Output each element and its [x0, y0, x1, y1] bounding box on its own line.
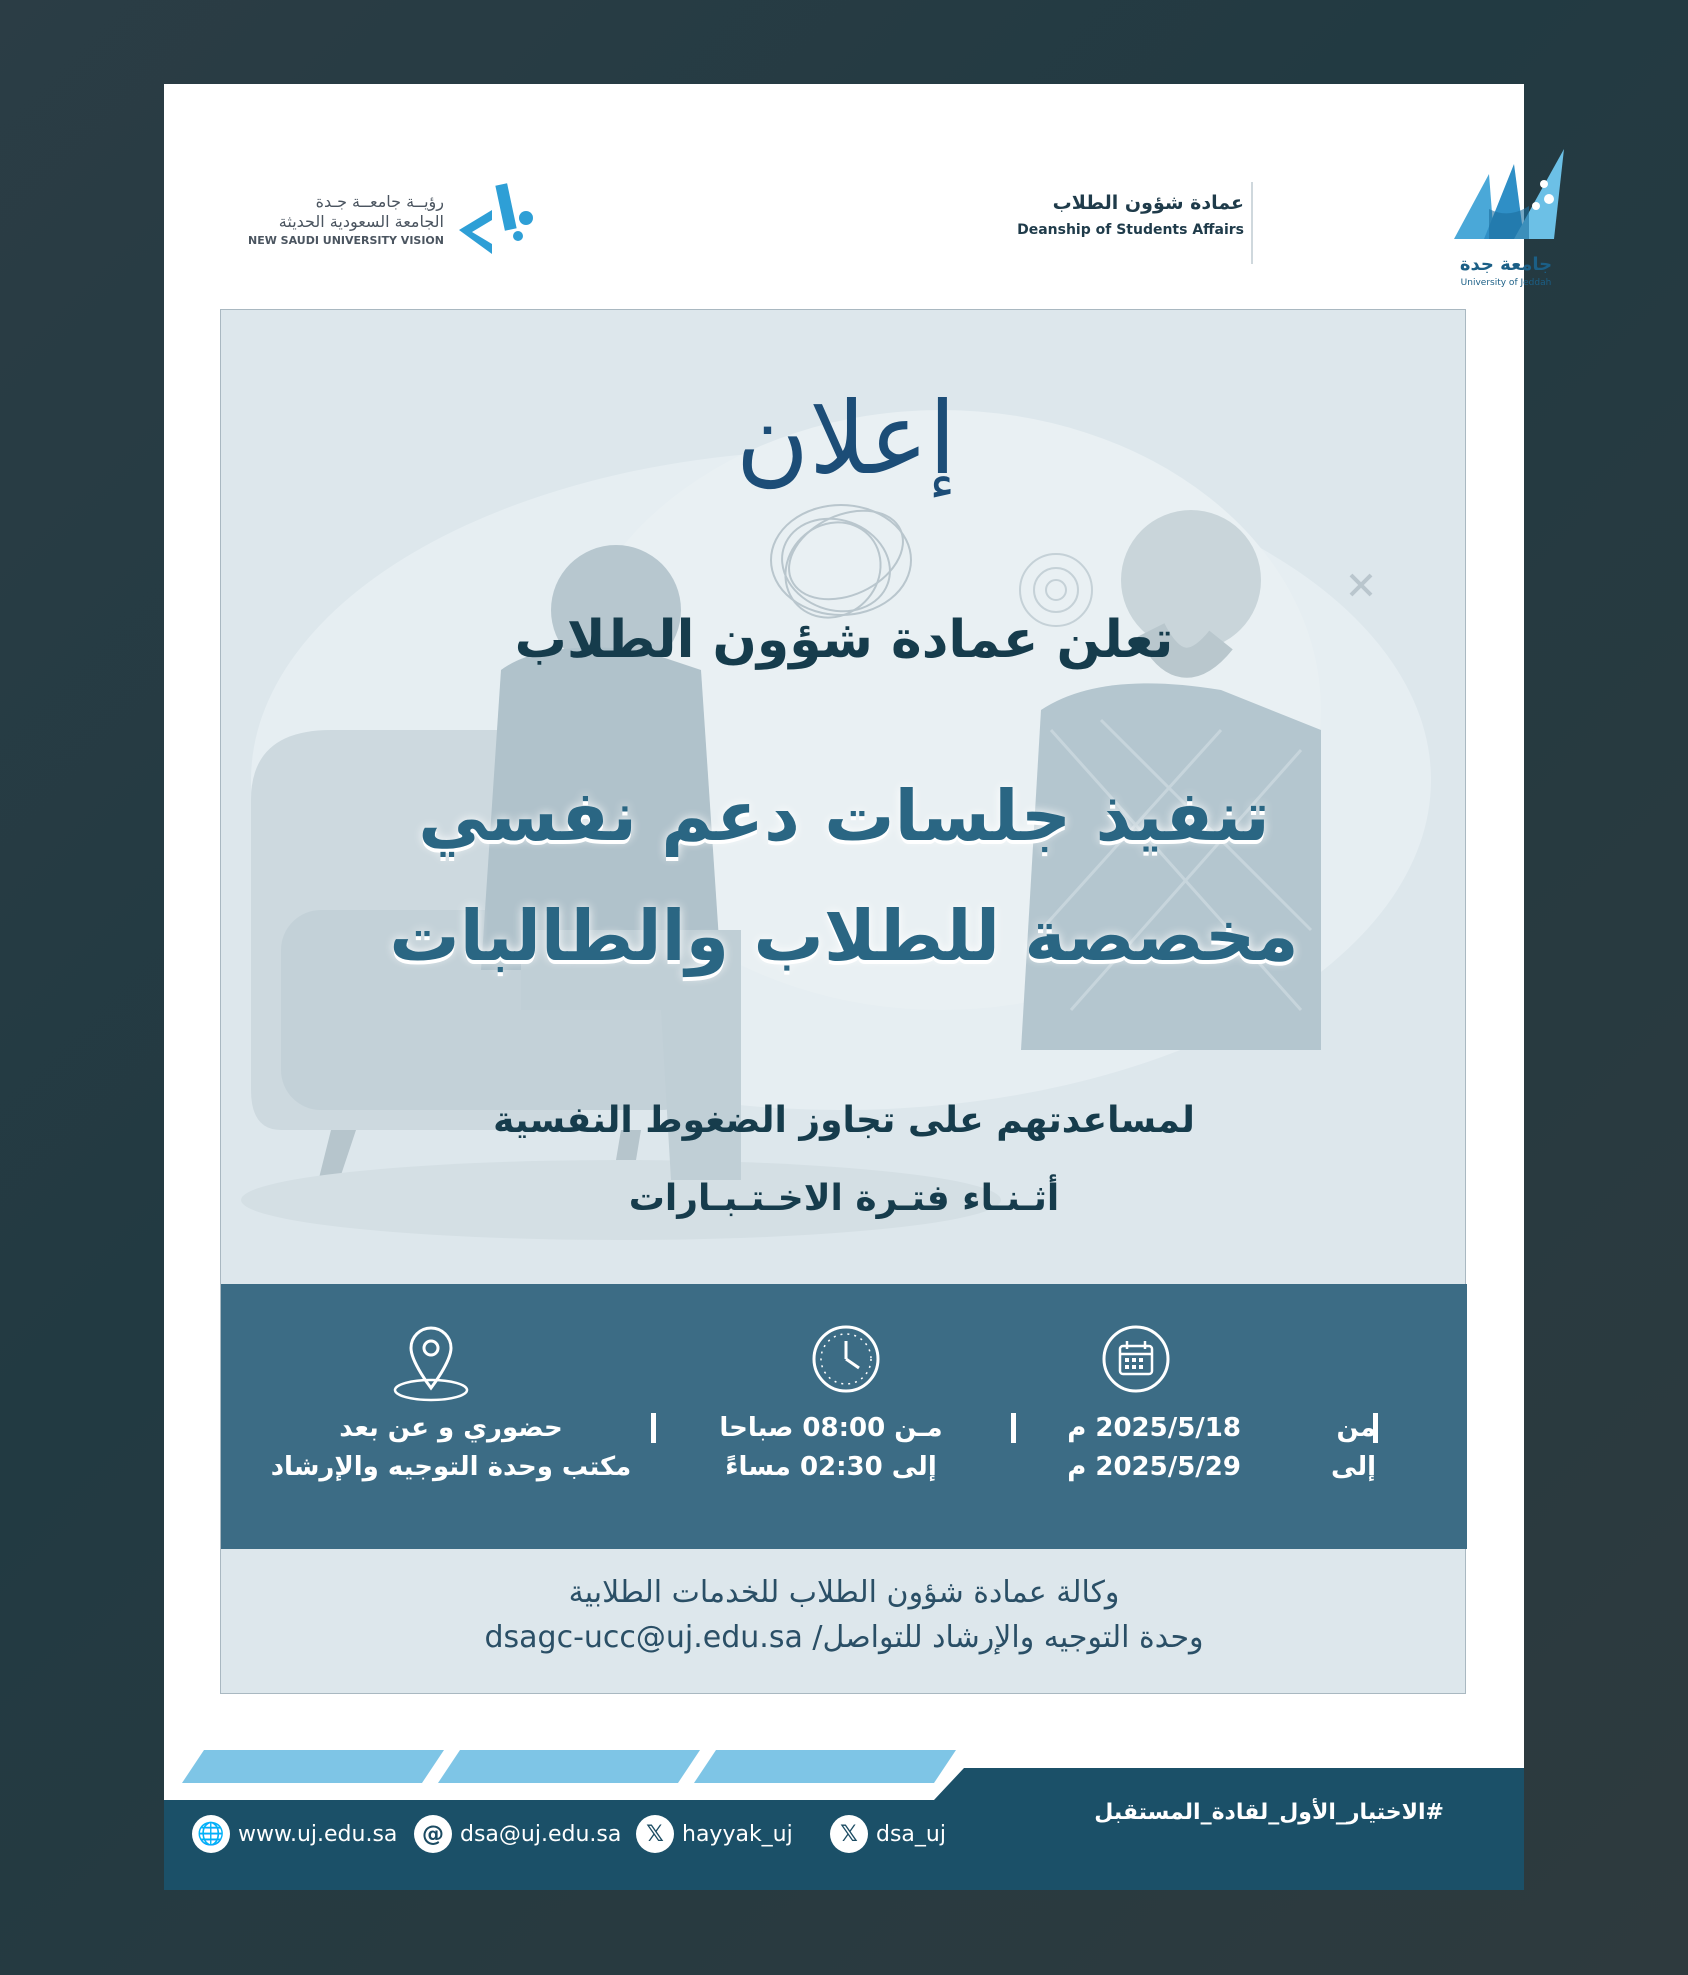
purpose-line-2: أثـنـاء فتـرة الاخـتـبـارات [628, 1178, 1060, 1219]
contact-website[interactable] [192, 1814, 397, 1854]
university-name-en: University of Jeddah [1460, 278, 1552, 288]
contact-website-text: www.uj.edu.sa [238, 1821, 398, 1847]
at-icon: @ [414, 1815, 452, 1853]
headline-line-2: مخصصة للطلاب والطالبات [389, 895, 1299, 977]
vision-line-2: الجامعة السعودية الحديثة [278, 212, 444, 231]
time-from: مـن 08:00 صباحا [719, 1413, 943, 1443]
time-to: إلى 02:30 مساءً [725, 1452, 937, 1482]
university-name-ar: جامعة جدة [1459, 254, 1553, 275]
contact-x-hayyak[interactable] [636, 1814, 793, 1854]
vision-line-en: NEW SAUDI UNIVERSITY VISION [248, 234, 444, 247]
separator [1011, 1413, 1016, 1443]
separator [651, 1413, 656, 1443]
details-band [221, 1284, 1467, 1549]
announcer-heading: تعلن عمادة شؤون الطلاب [514, 610, 1174, 670]
contact-x-dsa[interactable] [830, 1814, 946, 1854]
globe-icon: 🌐 [192, 1815, 230, 1853]
contact-email[interactable] [414, 1814, 621, 1854]
university-logo [1264, 144, 1584, 294]
announcement-poster [164, 84, 1553, 1890]
x-icon: 𝕏 [830, 1815, 868, 1853]
x-icon: 𝕏 [636, 1815, 674, 1853]
announcement-badge: إعلان [735, 380, 957, 497]
footer-agency: وكالة عمادة شؤون الطلاب للخدمات الطلابية [568, 1575, 1120, 1610]
date-to: 2025/5/29 م [1067, 1452, 1241, 1482]
date-from: 2025/5/18 م [1067, 1413, 1241, 1443]
header-divider [1251, 182, 1253, 264]
contact-x-hayyak-text: hayyak_uj [682, 1821, 793, 1847]
location-mode: حضوري و عن بعد [339, 1413, 563, 1443]
clock-icon [811, 1324, 881, 1394]
announcement-panel [220, 309, 1466, 1694]
purpose-line-1: لمساعدتهم على تجاوز الضغوط النفسية [493, 1100, 1195, 1141]
location-pin-icon [391, 1322, 471, 1402]
headline-line-1: تنفيذ جلسات دعم نفسي [418, 775, 1270, 857]
vision-logo-icon [454, 180, 540, 254]
contact-x-dsa-text: dsa_uj [876, 1821, 946, 1847]
deanship-name-en: Deanship of Students Affairs [1017, 222, 1244, 238]
hashtag: #الاختيار_الأول_لقادة_المستقبل [1094, 1800, 1444, 1825]
footer-contact: وحدة التوجيه والإرشاد للتواصل/ dsagc-ucc@uj.edu.sa [484, 1620, 1204, 1655]
calendar-icon [1101, 1324, 1171, 1394]
date-to-label: إلى [1331, 1452, 1376, 1482]
date-from-label: من [1336, 1413, 1376, 1443]
deanship-name-ar: عمادة شؤون الطلاب [1052, 192, 1244, 214]
location-place: مكتب وحدة التوجيه والإرشاد [270, 1452, 632, 1482]
vision-line-1: رؤيــة جامعــة جـدة [315, 192, 444, 211]
contact-email-text: dsa@uj.edu.sa [460, 1821, 622, 1847]
